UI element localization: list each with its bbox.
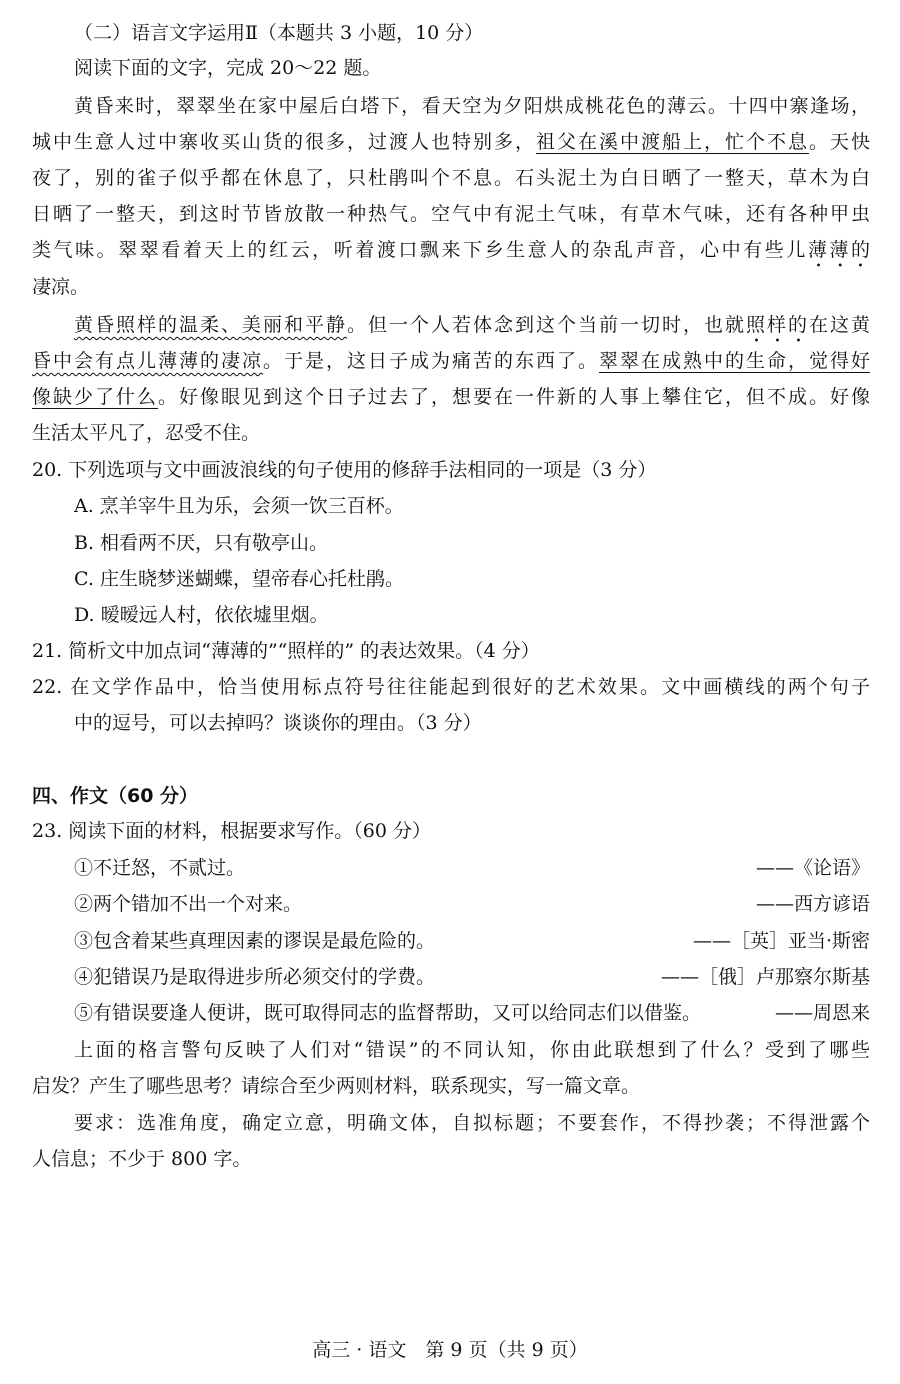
wavy-underlined-sentence-cont: 昏中会有点儿薄薄的凄凉	[32, 350, 263, 372]
question-20-option-b: B. 相看两不厌，只有敬亭山。	[74, 532, 329, 554]
question-23-stem: 23. 阅读下面的材料，根据要求写作。（60 分）	[32, 820, 431, 842]
page-footer: 高三 · 语文 第 9 页（共 9 页）	[312, 1339, 588, 1361]
composition-prompt: 上面的格言警句反映了人们对“错误”的不同认知，你由此联想到了什么？受到了哪些	[74, 1039, 870, 1061]
underlined-sentence-2-cont: 像缺少了什么	[32, 386, 158, 408]
quote-1: ①不迁怒，不贰过。 ——《论语》	[74, 857, 870, 879]
passage-line: 生活太平凡了，忍受不住。	[32, 422, 261, 444]
passage-line: 像缺少了什么。好像眼见到这个日子过去了，想要在一件新的人事上攀住它，但不成。好像	[32, 386, 870, 408]
question-22-stem-cont: 中的逗号，可以去掉吗？谈谈你的理由。（3 分）	[74, 712, 482, 734]
passage-line: 日晒了一整天，到这时节皆放散一种热气。空气中有泥土气味，有草木气味，还有各种甲虫	[32, 203, 870, 225]
underlined-sentence-1: 祖父在溪中渡船上，忙个不息	[535, 131, 809, 153]
passage-line: 凄凉。	[32, 276, 90, 298]
passage-line: 黄昏照样的温柔、美丽和平静。但一个人若体念到这个当前一切时，也就照样的在这黄	[74, 314, 870, 336]
passage-line: 黄昏来时，翠翠坐在家中屋后白塔下，看天空为夕阳烘成桃花色的薄云。十四中寨逢场，	[74, 95, 870, 117]
dotted-word-zhaoyang: 照样的	[745, 314, 809, 336]
passage-line: 城中生意人过中寨收买山货的很多，过渡人也特别多，祖父在溪中渡船上，忙个不息。天快	[32, 131, 870, 153]
reading-instruction: 阅读下面的文字，完成 20～22 题。	[74, 57, 382, 79]
question-20-option-d: D. 暧暧远人村，依依墟里烟。	[74, 604, 329, 626]
passage-line: 昏中会有点儿薄薄的凄凉。于是，这日子成为痛苦的东西了。翠翠在成熟中的生命，觉得好	[32, 350, 870, 372]
underlined-sentence-2: 翠翠在成熟中的生命，觉得好	[598, 350, 870, 372]
question-20-option-a: A. 烹羊宰牛且为乐，会须一饮三百杯。	[74, 495, 404, 517]
wavy-underlined-sentence: 黄昏照样的温柔、美丽和平静	[74, 314, 347, 336]
quote-5: ⑤有错误要逢人便讲，既可取得同志的监督帮助，又可以给同志们以借鉴。 ——周恩来	[74, 1002, 870, 1024]
composition-requirements-cont: 人信息；不少于 800 字。	[32, 1148, 252, 1170]
composition-prompt-cont: 启发？产生了哪些思考？请综合至少两则材料，联系现实，写一篇文章。	[32, 1075, 641, 1097]
quote-3: ③包含着某些真理因素的谬误是最危险的。 ——［英］亚当·斯密	[74, 930, 870, 952]
composition-requirements: 要求：选准角度，确定立意，明确文体，自拟标题；不要套作，不得抄袭；不得泄露个	[74, 1112, 870, 1134]
question-20-option-c: C. 庄生晓梦迷蝴蝶，望帝春心托杜鹃。	[74, 568, 404, 590]
passage-line: 类气味。翠翠看着天上的红云，听着渡口飘来下乡生意人的杂乱声音，心中有些儿薄薄的	[32, 239, 870, 261]
section-header-language-use: （二）语言文字运用Ⅱ（本题共 3 小题，10 分）	[74, 22, 484, 44]
section-header-composition: 四、作文（60 分）	[32, 785, 199, 807]
passage-line: 夜了，别的雀子似乎都在休息了，只杜鹃叫个不息。石头泥土为白日晒了一整天，草木为白	[32, 167, 870, 189]
quote-2: ②两个错加不出一个对来。 ——西方谚语	[74, 893, 870, 915]
question-22-stem: 22. 在文学作品中，恰当使用标点符号往往能起到很好的艺术效果。文中画横线的两个句子	[32, 676, 870, 698]
quote-4: ④犯错误乃是取得进步所必须交付的学费。 ——［俄］卢那察尔斯基	[74, 966, 870, 988]
question-20-stem: 20. 下列选项与文中画波浪线的句子使用的修辞手法相同的一项是（3 分）	[32, 459, 657, 481]
question-21-stem: 21. 简析文中加点词“薄薄的”“照样的” 的表达效果。（4 分）	[32, 640, 540, 662]
dotted-word-bobo: 薄薄的	[807, 239, 870, 261]
